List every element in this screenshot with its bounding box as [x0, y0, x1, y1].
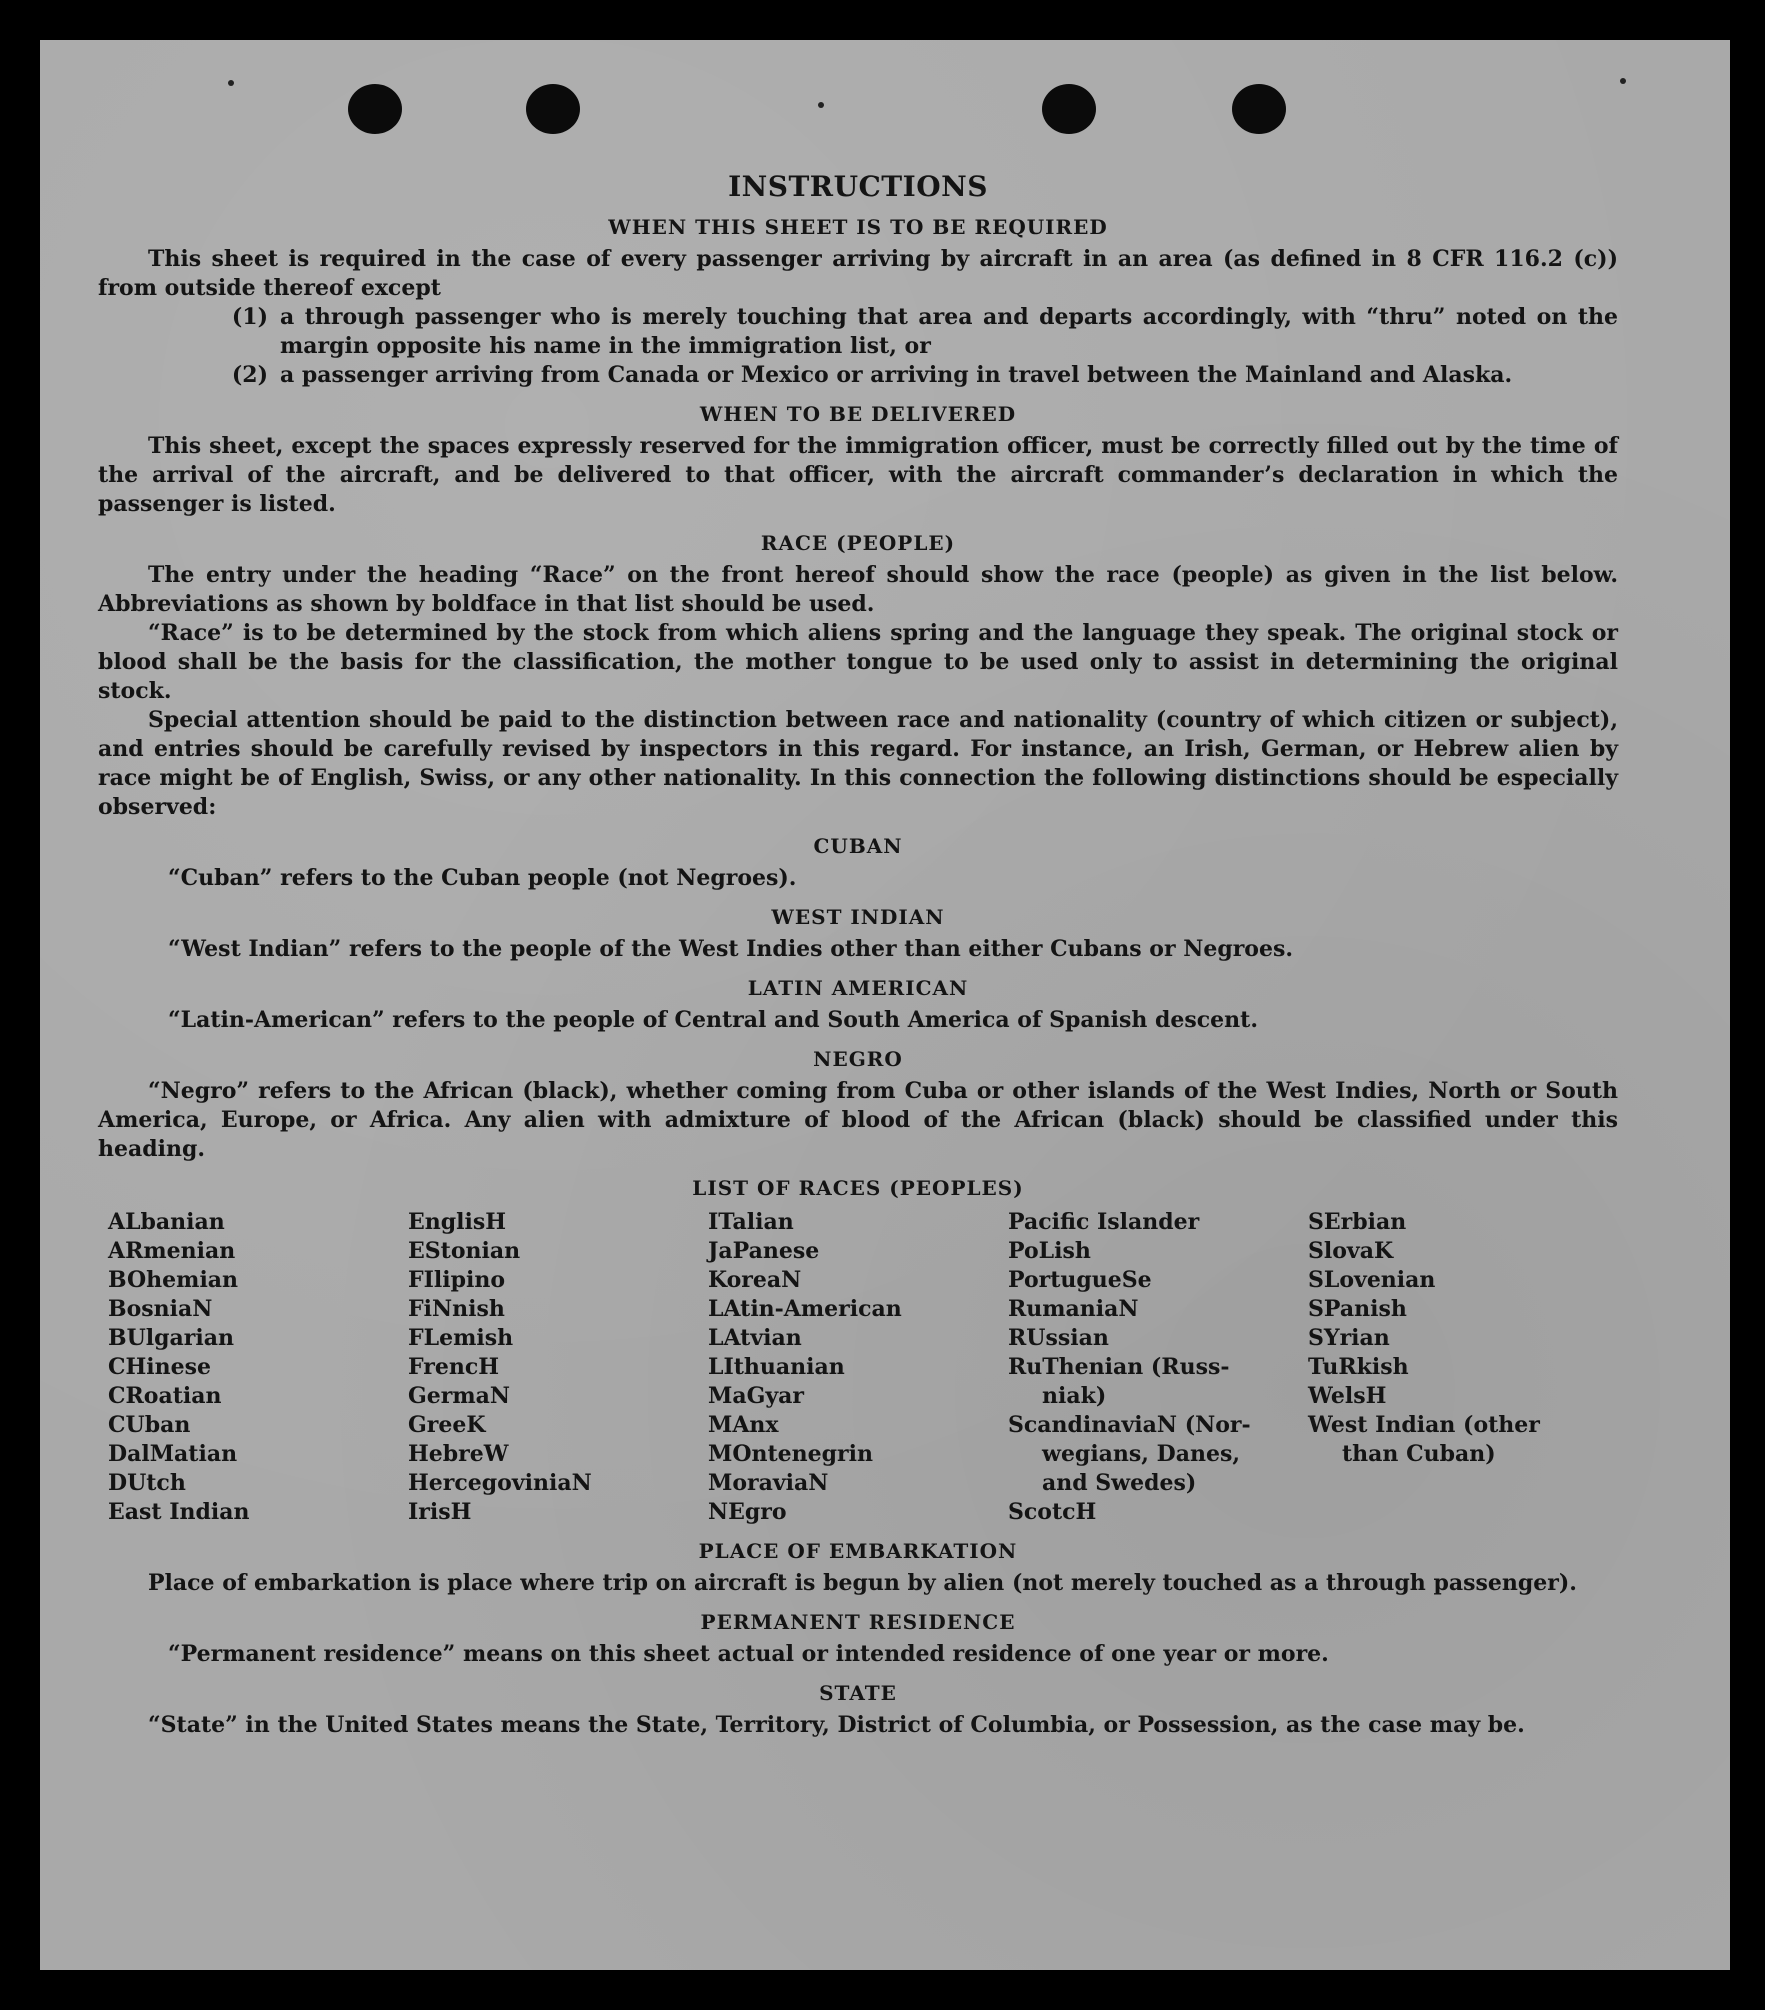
- heading-delivered: WHEN TO BE DELIVERED: [699, 402, 1017, 426]
- race-paragraph-3: Special attention should be paid to the distinction between race and nationality (country of which citizen or subject), and entries should be carefully revised by inspectors in this regard. For instance, an Irish, German, or Hebrew alien by race might be of English, Swiss, or any other nationality. In this connection the following distinctions should be especially observed:: [98, 707, 1618, 820]
- race-entry: MaGyar: [708, 1383, 805, 1409]
- speck: [228, 80, 234, 86]
- race-entry: CRoatian: [108, 1383, 222, 1409]
- races-list: [108, 1208, 1618, 1527]
- race-entry: DUtch: [108, 1470, 186, 1496]
- race-entry: LIthuanian: [708, 1354, 845, 1380]
- heading-latin-american: LATIN AMERICAN: [747, 976, 969, 1000]
- race-entry: RumaniaN: [1008, 1296, 1139, 1322]
- race-entry: MOntenegrin: [708, 1441, 873, 1467]
- race-entry: ScotcH: [1008, 1499, 1097, 1525]
- race-entry: ScandinaviaN (Nor-: [1008, 1412, 1251, 1438]
- race-entry: niak): [1042, 1383, 1107, 1409]
- speck: [1620, 78, 1626, 84]
- race-entry: LAtin-American: [708, 1296, 902, 1322]
- state-text: “State” in the United States means the State, Territory, District of Columbia, or Possession, as the case may be.: [148, 1712, 1525, 1738]
- item-number: (1): [231, 304, 268, 330]
- race-entry: FIlipino: [408, 1267, 506, 1293]
- race-entry: Pacific Islander: [1008, 1209, 1200, 1235]
- race-entry: KoreaN: [708, 1267, 802, 1293]
- speck: [818, 102, 824, 108]
- residence-text: “Permanent residence” means on this sheet actual or intended residence of one year or more.: [168, 1641, 1329, 1667]
- race-entry: RUssian: [1008, 1325, 1109, 1351]
- race-entry: IrisH: [408, 1499, 472, 1525]
- delivered-text: This sheet, except the spaces expressly reserved for the immigration officer, must be correctly filled out by the time of the arrival of the aircraft, and be delivered to that officer, with the aircraft commander’s declaration in which the passenger is listed.: [98, 433, 1618, 517]
- race-entry: BosniaN: [108, 1296, 213, 1322]
- race-entry: ALbanian: [108, 1209, 225, 1235]
- race-entry: wegians, Danes,: [1042, 1441, 1240, 1467]
- race-entry: WelsH: [1308, 1383, 1387, 1409]
- race-entry: MoraviaN: [708, 1470, 829, 1496]
- race-entry: East Indian: [108, 1499, 250, 1525]
- race-entry: EnglisH: [408, 1209, 507, 1235]
- race-entry: LAtvian: [708, 1325, 802, 1351]
- race-entry: DalMatian: [108, 1441, 238, 1467]
- negro-text: “Negro” refers to the African (black), whether coming from Cuba or other islands of the West Indies, North or South America, Europe, or Africa. Any alien with admixture of blood of the African (black) should be classified under this heading.: [98, 1078, 1618, 1162]
- cuban-text: “Cuban” refers to the Cuban people (not Negroes).: [168, 865, 797, 891]
- heading-race: RACE (PEOPLE): [760, 531, 956, 555]
- race-entry: CUban: [108, 1412, 191, 1438]
- punch-hole: [1232, 84, 1286, 134]
- heading-residence: PERMANENT RESIDENCE: [700, 1610, 1016, 1634]
- race-entry: SYrian: [1308, 1325, 1390, 1351]
- race-entry: ARmenian: [108, 1238, 236, 1264]
- race-entry: TuRkish: [1308, 1354, 1409, 1380]
- punch-hole: [348, 84, 402, 134]
- race-entry: GermaN: [408, 1383, 511, 1409]
- race-entry: FLemish: [408, 1325, 514, 1351]
- race-entry: GreeK: [408, 1412, 486, 1438]
- races-column: [1008, 1208, 1308, 1527]
- heading-embarkation: PLACE OF EMBARKATION: [698, 1539, 1018, 1563]
- race-entry: PoLish: [1008, 1238, 1091, 1264]
- race-entry: NEgro: [708, 1499, 787, 1525]
- races-column: [1308, 1208, 1608, 1527]
- west-indian-text: “West Indian” refers to the people of the West Indies other than either Cubans or Negroes.: [168, 936, 1294, 962]
- instructions-content: [98, 170, 1618, 1740]
- item-text: a through passenger who is merely touching that area and departs accordingly, with “thru” noted on the margin opposite his name in the immigration list, or: [280, 304, 1618, 359]
- race-paragraph-2: “Race” is to be determined by the stock from which aliens spring and the language they speak. The original stock or blood shall be the basis for the classification, the mother tongue to be used only to assist in determining the original stock.: [98, 620, 1618, 704]
- race-entry: ITalian: [708, 1209, 794, 1235]
- document-sheet: [40, 40, 1730, 1970]
- race-paragraph-1: The entry under the heading “Race” on the front hereof should show the race (people) as given in the list below. Abbreviations as shown by boldface in that list should be used.: [98, 562, 1618, 617]
- race-entry: SPanish: [1308, 1296, 1407, 1322]
- race-entry: HebreW: [408, 1441, 509, 1467]
- embarkation-text: Place of embarkation is place where trip on aircraft is begun by alien (not merely touched as a through passenger).: [148, 1570, 1577, 1596]
- race-entry: BUlgarian: [108, 1325, 234, 1351]
- page-title: INSTRUCTIONS: [728, 170, 988, 203]
- item-number: (2): [231, 362, 268, 388]
- race-entry: BOhemian: [108, 1267, 239, 1293]
- races-column: [108, 1208, 408, 1527]
- race-entry: RuThenian (Russ-: [1008, 1354, 1230, 1380]
- race-entry: SLovenian: [1308, 1267, 1436, 1293]
- required-item: [98, 303, 1618, 361]
- race-entry: FiNnish: [408, 1296, 505, 1322]
- races-column: [708, 1208, 1008, 1527]
- heading-state: STATE: [819, 1681, 897, 1705]
- race-entry: than Cuban): [1342, 1441, 1496, 1467]
- race-entry: CHinese: [108, 1354, 212, 1380]
- race-entry: EStonian: [408, 1238, 521, 1264]
- race-entry: HercegoviniaN: [408, 1470, 592, 1496]
- race-entry: SErbian: [1308, 1209, 1407, 1235]
- race-entry: FrencH: [408, 1354, 499, 1380]
- race-entry: PortugueSe: [1008, 1267, 1152, 1293]
- race-entry: JaPanese: [708, 1238, 820, 1264]
- punch-hole: [1042, 84, 1096, 134]
- race-entry: West Indian (other: [1308, 1412, 1540, 1438]
- heading-negro: NEGRO: [813, 1047, 903, 1071]
- required-intro: This sheet is required in the case of every passenger arriving by aircraft in an area (as defined in 8 CFR 116.2 (c)) from outside thereof except: [98, 246, 1618, 301]
- heading-races-list: LIST OF RACES (PEOPLES): [692, 1176, 1024, 1200]
- punch-hole: [526, 84, 580, 134]
- race-entry: and Swedes): [1042, 1470, 1197, 1496]
- heading-required: WHEN THIS SHEET IS TO BE REQUIRED: [608, 215, 1108, 239]
- races-column: [408, 1208, 708, 1527]
- heading-cuban: CUBAN: [813, 834, 903, 858]
- required-item: [98, 361, 1618, 390]
- latin-american-text: “Latin-American” refers to the people of Central and South America of Spanish descent.: [168, 1007, 1258, 1033]
- heading-west-indian: WEST INDIAN: [771, 905, 945, 929]
- race-entry: SlovaK: [1308, 1238, 1394, 1264]
- race-entry: MAnx: [708, 1412, 779, 1438]
- item-text: a passenger arriving from Canada or Mexico or arriving in travel between the Mainland and Alaska.: [280, 362, 1513, 388]
